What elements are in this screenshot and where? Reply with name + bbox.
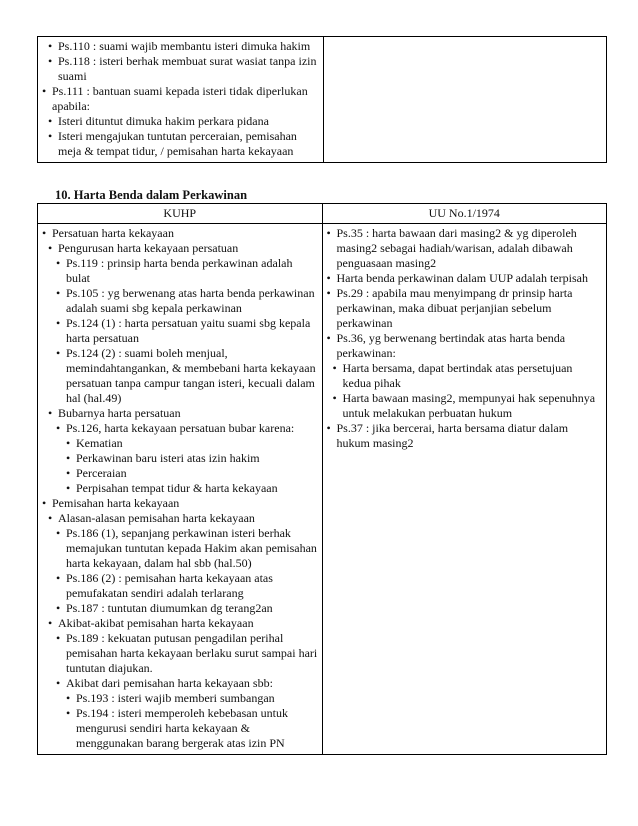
list-item bbox=[42, 129, 319, 159]
list-item bbox=[42, 436, 318, 451]
list-item bbox=[42, 631, 318, 676]
list-item bbox=[42, 511, 318, 526]
kuhp-bullet-list bbox=[42, 226, 318, 751]
list-item bbox=[42, 691, 318, 706]
list-item bbox=[42, 601, 318, 616]
list-item-text: • Harta bersama, dapat bertindak atas persetujuan kedua pihak bbox=[333, 361, 603, 391]
list-item bbox=[42, 114, 319, 129]
list-item bbox=[327, 271, 603, 286]
list-item-text: • Pemisahan harta kekayaan bbox=[42, 496, 318, 511]
list-item-text: • Perkawinan baru isteri atas izin hakim bbox=[66, 451, 318, 466]
continuation-right-cell bbox=[324, 37, 607, 163]
list-item bbox=[42, 226, 318, 241]
list-item bbox=[42, 451, 318, 466]
list-item bbox=[42, 571, 318, 601]
list-item-text: • Ps.36, yg berwenang bertindak atas harta benda perkawinan: bbox=[327, 331, 603, 361]
list-item-text: • Persatuan harta kekayaan bbox=[42, 226, 318, 241]
list-item bbox=[42, 496, 318, 511]
list-item bbox=[42, 421, 318, 436]
table-row bbox=[38, 224, 607, 755]
list-item bbox=[42, 616, 318, 631]
list-item-text: • Pengurusan harta kekayaan persatuan bbox=[48, 241, 318, 256]
list-item bbox=[42, 286, 318, 316]
list-item bbox=[42, 346, 318, 406]
list-item-text: • Alasan-alasan pemisahan harta kekayaan bbox=[48, 511, 318, 526]
column-header-kuhp: KUHP bbox=[38, 204, 323, 224]
list-item bbox=[42, 526, 318, 571]
list-item bbox=[42, 54, 319, 84]
list-item-text: • Ps.124 (1) : harta persatuan yaitu suami sbg kepala harta persatuan bbox=[56, 316, 318, 346]
list-item bbox=[42, 39, 319, 54]
list-item-text: • Bubarnya harta persatuan bbox=[48, 406, 318, 421]
list-item-text: • Ps.187 : tuntutan diumumkan dg terang2an bbox=[56, 601, 318, 616]
list-item bbox=[42, 466, 318, 481]
continuation-left-cell bbox=[38, 37, 324, 163]
list-item-text: • Ps.111 : bantuan suami kepada isteri tidak diperlukan apabila: bbox=[42, 84, 319, 114]
list-item-text: • Ps.118 : isteri berhak membuat surat wasiat tanpa izin suami bbox=[48, 54, 319, 84]
list-item bbox=[327, 361, 603, 391]
column-header-uu: UU No.1/1974 bbox=[322, 204, 607, 224]
list-item-text: • Ps.110 : suami wajib membantu isteri dimuka hakim bbox=[48, 39, 319, 54]
list-item bbox=[327, 331, 603, 361]
comparison-table bbox=[37, 203, 607, 755]
uu-cell bbox=[322, 224, 607, 755]
list-item-text: • Ps.126, harta kekayaan persatuan bubar karena: bbox=[56, 421, 318, 436]
list-item-text: • Harta bawaan masing2, mempunyai hak sepenuhnya untuk melakukan perbuatan hukum bbox=[333, 391, 603, 421]
list-item bbox=[327, 286, 603, 331]
uu-bullet-list bbox=[327, 226, 603, 451]
table-header-row bbox=[38, 204, 607, 224]
list-item-text: • Ps.193 : isteri wajib memberi sumbangan bbox=[66, 691, 318, 706]
list-item-text: • Akibat-akibat pemisahan harta kekayaan bbox=[48, 616, 318, 631]
list-item bbox=[42, 481, 318, 496]
list-item bbox=[42, 406, 318, 421]
list-item-text: • Perceraian bbox=[66, 466, 318, 481]
list-item bbox=[42, 316, 318, 346]
list-item-text: • Ps.105 : yg berwenang atas harta benda perkawinan adalah suami sbg kepala perkawinan bbox=[56, 286, 318, 316]
list-item-text: • Akibat dari pemisahan harta kekayaan sbb: bbox=[56, 676, 318, 691]
list-item-text: • Ps.119 : prinsip harta benda perkawinan adalah bulat bbox=[56, 256, 318, 286]
list-item-text: • Perpisahan tempat tidur & harta kekayaan bbox=[66, 481, 318, 496]
list-item bbox=[42, 706, 318, 751]
list-item bbox=[327, 226, 603, 271]
list-item-text: • Ps.189 : kekuatan putusan pengadilan perihal pemisahan harta kekayaan berlaku surut sampai hari tuntutan diajukan. bbox=[56, 631, 318, 676]
section-heading: 10. Harta Benda dalam Perkawinan bbox=[55, 188, 248, 202]
table-row bbox=[38, 37, 607, 163]
list-item-text: • Kematian bbox=[66, 436, 318, 451]
list-item-text: • Ps.194 : isteri memperoleh kebebasan untuk mengurusi sendiri harta kekayaan & menggunakan barang bergerak atas izin PN bbox=[66, 706, 318, 751]
list-item bbox=[42, 84, 319, 114]
list-item-text: • Ps.124 (2) : suami boleh menjual, memindahtangankan, & membebani harta kekayaan persatuan tanpa campur tangan isteri, kecuali dalam hal (hal.49) bbox=[56, 346, 318, 406]
list-item-text: • Ps.35 : harta bawaan dari masing2 & yg diperoleh masing2 sebagai hadiah/warisan, adalah dibawah penguasaan masing2 bbox=[327, 226, 603, 271]
continuation-bullet-list bbox=[42, 39, 319, 159]
list-item bbox=[42, 241, 318, 256]
list-item-text: • Ps.186 (1), sepanjang perkawinan isteri berhak memajukan tuntutan kepada Hakim akan pemisahan harta kekayaan, dalam hal sbb (hal.50) bbox=[56, 526, 318, 571]
list-item-text: • Isteri mengajukan tuntutan perceraian, pemisahan meja & tempat tidur, / pemisahan harta kekayaan bbox=[48, 129, 319, 159]
list-item bbox=[327, 391, 603, 421]
continuation-table bbox=[37, 36, 607, 163]
list-item-text: • Isteri dituntut dimuka hakim perkara pidana bbox=[48, 114, 319, 129]
list-item bbox=[42, 676, 318, 691]
list-item-text: • Ps.186 (2) : pemisahan harta kekayaan atas pemufakatan sendiri adalah terlarang bbox=[56, 571, 318, 601]
kuhp-cell bbox=[38, 224, 323, 755]
list-item bbox=[42, 256, 318, 286]
list-item-text: • Harta benda perkawinan dalam UUP adalah terpisah bbox=[327, 271, 603, 286]
list-item-text: • Ps.29 : apabila mau menyimpang dr prinsip harta perkawinan, maka dibuat perjanjian sebelum perkawinan bbox=[327, 286, 603, 331]
list-item-text: • Ps.37 : jika bercerai, harta bersama diatur dalam hukum masing2 bbox=[327, 421, 603, 451]
list-item bbox=[327, 421, 603, 451]
